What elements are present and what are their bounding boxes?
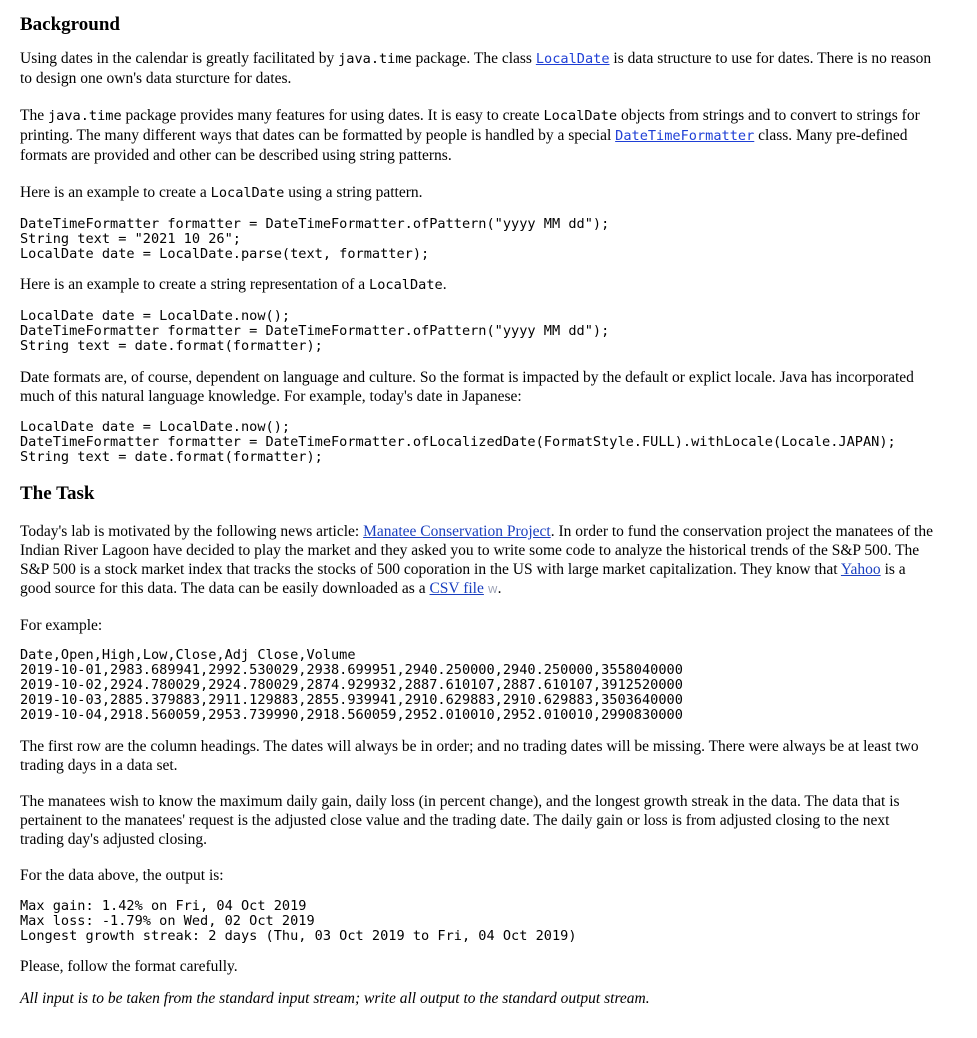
datetimeformatter-link[interactable]: DateTimeFormatter: [615, 128, 755, 144]
task-paragraph-5: For the data above, the output is:: [20, 867, 224, 884]
inline-code-localdate: LocalDate: [543, 108, 618, 124]
background-paragraph-5: Date formats are, of course, dependent on language and culture. So the format is impacted by the default or explict locale. Java has incorporated much of this natural language knowledge. For example, today's date in Japanese:: [20, 369, 914, 405]
code-block-japanese: LocalDate date = LocalDate.now(); DateTimeFormatter formatter = DateTimeFormatter.ofLocalizedDate(FormatStyle.FULL).withLocale(Locale.JAPAN); String text = date.format(formatter);: [20, 419, 896, 465]
csv-file-link[interactable]: CSV file: [429, 580, 484, 597]
inline-code-localdate: LocalDate: [369, 277, 443, 293]
localdate-link[interactable]: LocalDate: [535, 51, 610, 67]
csv-example-block: Date,Open,High,Low,Close,Adj Close,Volume 2019-10-01,2983.689941,2992.530029,2938.699951,2940.250000,2940.250000,3558040000 2019-10-02,2924.780029,2924.780029,2874.929932,2887.610107,2887.610107,3912520000 2019-10-03,2885.379883,2911.129883,2855.939941,2910.629883,2910.629883,3503640000 2019-10-04,2918.560059,2953.739990,2918.560059,2952.010010,2952.010010,2990830000: [20, 647, 683, 723]
background-paragraph-3: Here is an example to create a LocalDate using a string pattern.: [20, 184, 423, 201]
task-paragraph-3: The first row are the column headings. The dates will always be in order; and no trading dates will be missing. There were always be at least two trading days in a data set.: [20, 738, 919, 774]
document-page: [0, 14, 977, 1008]
inline-code-java-time: java.time: [47, 108, 122, 124]
inline-code-java-time: java.time: [338, 51, 412, 67]
background-paragraph-2: The java.time package provides many features for using dates. It is easy to create LocalDate objects from strings and to convert to strings for printing. The many different ways that dates can be formatted by people is handled by a special DateTimeFormatter class. Many pre-defined formats are provided and other can be described using string patterns.: [20, 107, 920, 164]
background-paragraph-4: Here is an example to create a string representation of a LocalDate.: [20, 276, 447, 293]
inline-code-localdate: LocalDate: [210, 185, 285, 201]
background-paragraph-1: Using dates in the calendar is greatly facilitated by java.time package. The class LocalDate is data structure to use for dates. There is no reason to design one own's data sturcture for dates.: [20, 50, 932, 87]
task-paragraph-6: Please, follow the format carefully.: [20, 958, 238, 975]
task-paragraph-4: The manatees wish to know the maximum daily gain, daily loss (in percent change), and the longest growth streak in the data. The data that is pertainent to the manatees' request is the adjusted close value and the trading date. The daily gain or loss is from adjusted closing to the next trading day's adjusted closing.: [20, 793, 900, 848]
task-heading: The Task: [20, 483, 95, 504]
code-block-format: LocalDate date = LocalDate.now(); DateTimeFormatter formatter = DateTimeFormatter.ofPattern("yyyy MM dd"); String text = date.format(formatter);: [20, 308, 610, 354]
wikipedia-icon[interactable]: W: [487, 585, 498, 596]
code-block-parse: DateTimeFormatter formatter = DateTimeFormatter.ofPattern("yyyy MM dd"); String text = "2021 10 26"; LocalDate date = LocalDate.parse(text, formatter);: [20, 216, 610, 262]
background-heading: Background: [20, 14, 120, 35]
task-paragraph-2: For example:: [20, 617, 103, 634]
manatee-conservation-link[interactable]: Manatee Conservation Project: [363, 523, 551, 540]
task-paragraph-1: Today's lab is motivated by the following news article: Manatee Conservation Project. In order to fund the conservation project the manatees of the Indian River Lagoon have decided to play the market and they asked you to write some code to analyze the historical trends of the S&P 500. The S&P 500 is a stock market index that tracks the stocks of 500 coporation in the US with large market capitalization. They know that Yahoo is a good source for this data. The data can be easily downloaded as a CSV file W.: [20, 523, 933, 597]
output-example-block: Max gain: 1.42% on Fri, 04 Oct 2019 Max loss: -1.79% on Wed, 02 Oct 2019 Longest growth streak: 2 days (Thu, 03 Oct 2019 to Fri, 04 Oct 2019): [20, 898, 577, 944]
task-paragraph-7: All input is to be taken from the standard input stream; write all output to the standard output stream.: [20, 990, 650, 1007]
yahoo-link[interactable]: Yahoo: [840, 561, 881, 578]
